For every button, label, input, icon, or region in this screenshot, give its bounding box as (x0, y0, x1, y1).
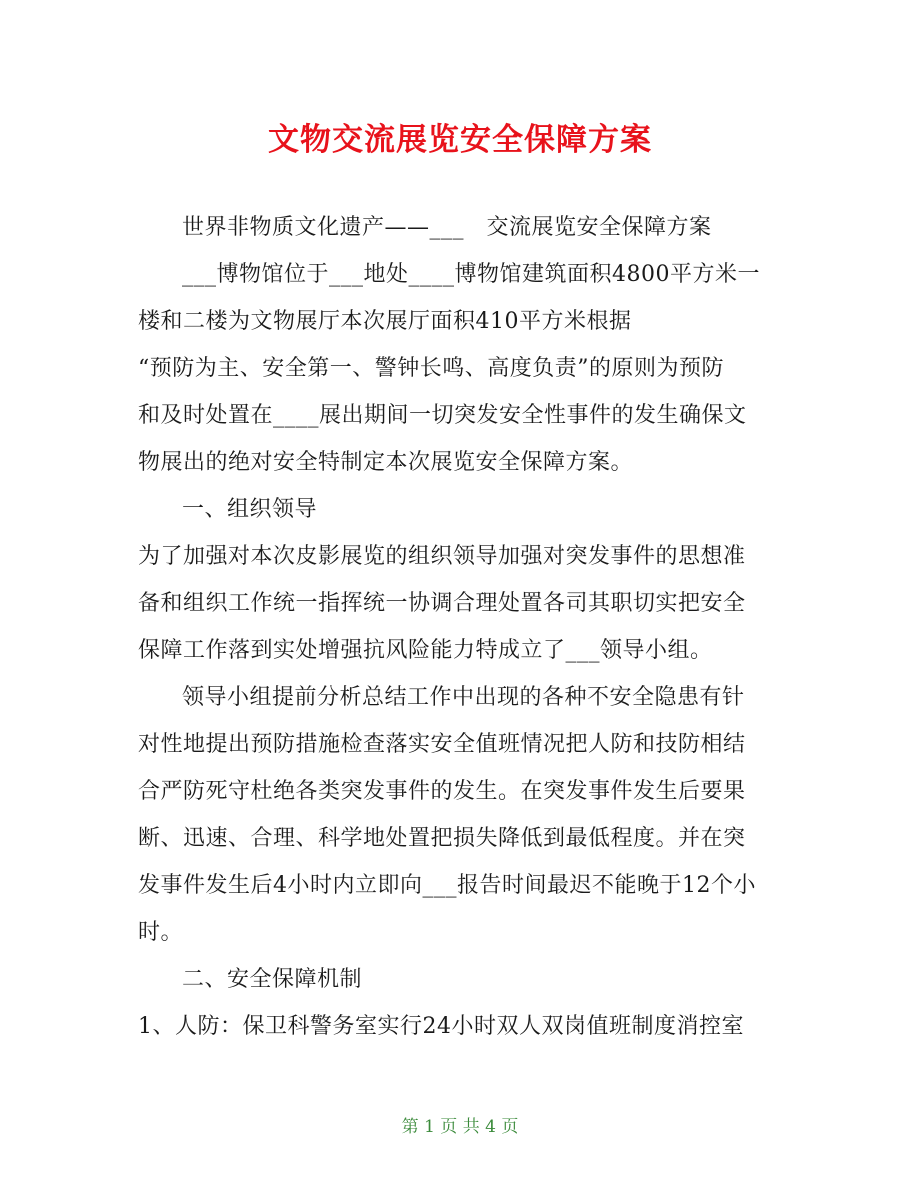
body-line: 对性地提出预防措施检查落实安全值班情况把人防和技防相结 (138, 732, 746, 757)
body-line: 时。 (138, 920, 184, 945)
document-body (138, 204, 784, 1050)
page-footer: 第 1 页 共 4 页 (401, 1117, 519, 1137)
body-line: 断、迅速、合理、科学地处置把损失降低到最低程度。并在突 (138, 826, 746, 851)
section-heading: 一、组织领导 (182, 497, 318, 522)
document-title: 文物交流展览安全保障方案 (268, 122, 652, 158)
body-line: 1、人防：保卫科警务室实行24小时双人双岗值班制度消控室 (138, 1014, 744, 1039)
body-line: 楼和二楼为文物展厅本次展厅面积410平方米根据 (138, 309, 632, 334)
body-line: 世界非物质文化遗产——___ 交流展览安全保障方案 (182, 215, 712, 240)
body-line: 领导小组提前分析总结工作中出现的各种不安全隐患有针 (182, 685, 745, 710)
body-line: 为了加强对本次皮影展览的组织领导加强对突发事件的思想准 (138, 544, 746, 569)
section-heading: 二、安全保障机制 (182, 967, 363, 992)
body-line: “预防为主、安全第一、警钟长鸣、高度负责”的原则为预防 (138, 356, 724, 381)
body-line: 保障工作落到实处增强抗风险能力特成立了___领导小组。 (138, 638, 713, 663)
body-line: 物展出的绝对安全特制定本次展览安全保障方案。 (138, 450, 634, 475)
body-line: ___博物馆位于___地处____博物馆建筑面积4800平方米一 (182, 262, 760, 287)
body-line: 发事件发生后4小时内立即向___报告时间最迟不能晚于12个小 (138, 873, 756, 898)
body-line: 和及时处置在____展出期间一切突发安全性事件的发生确保文 (138, 403, 747, 428)
body-line: 合严防死守杜绝各类突发事件的发生。在突发事件发生后要果 (138, 779, 746, 804)
body-line: 备和组织工作统一指挥统一协调合理处置各司其职切实把安全 (138, 591, 746, 616)
